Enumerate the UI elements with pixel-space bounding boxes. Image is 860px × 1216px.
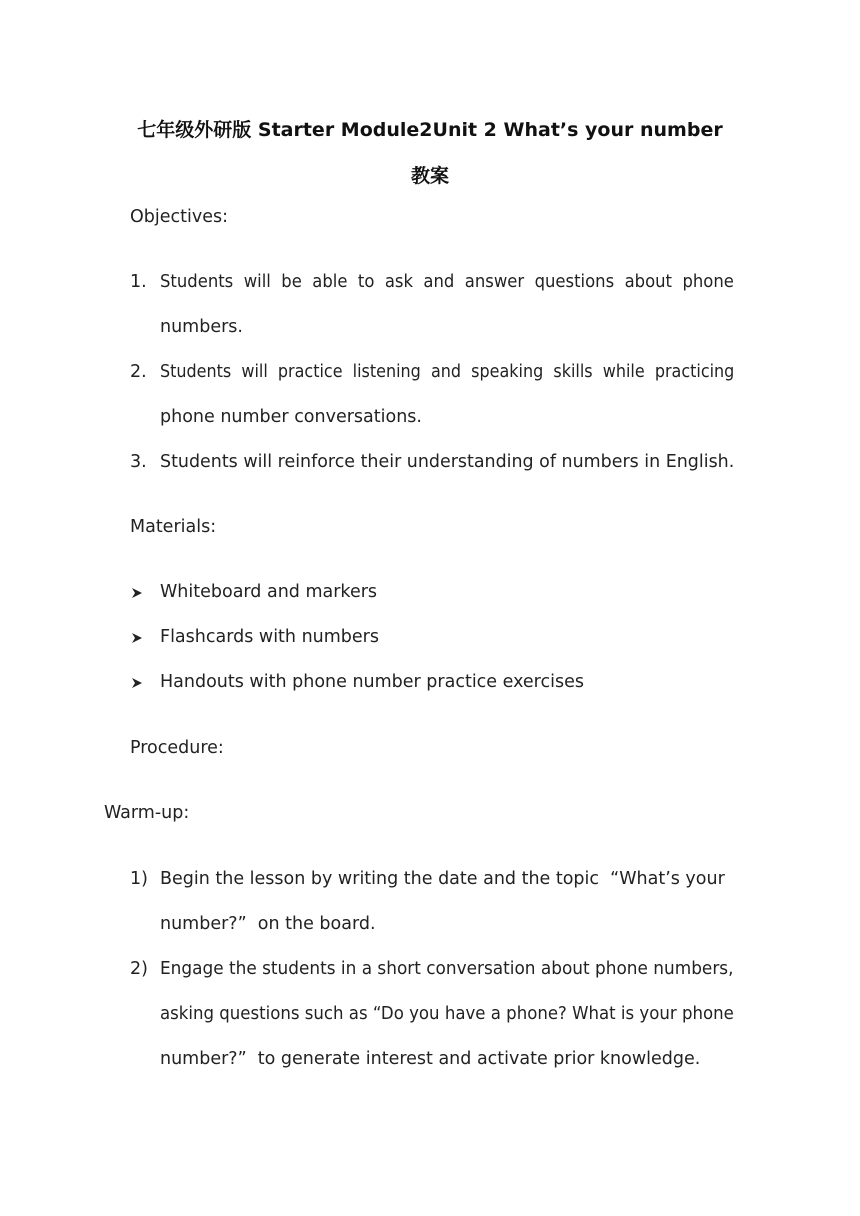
material-item: Flashcards with numbers	[160, 627, 379, 647]
warmup-step-1-number: 1)	[130, 869, 148, 889]
objective-1-number: 1.	[130, 272, 147, 292]
objective-1-line1: Students will be able to ask and answer questions about phone	[160, 272, 734, 292]
warmup-step-2-line1: Engage the students in a short conversation about phone numbers,	[160, 959, 734, 979]
arrow-bullet-icon	[131, 587, 143, 599]
material-item: Handouts with phone number practice exercises	[160, 672, 584, 692]
warmup-heading: Warm-up:	[104, 803, 190, 823]
objective-3-line1: Students will reinforce their understanding of numbers in English.	[160, 452, 735, 472]
warmup-step-2-line3: number?” to generate interest and activate prior knowledge.	[160, 1049, 701, 1069]
warmup-step-1-line1: Begin the lesson by writing the date and the topic “What’s your	[160, 869, 725, 889]
objective-3-number: 3.	[130, 452, 147, 472]
objective-1-line2: numbers.	[160, 317, 243, 337]
warmup-step-1-line2: number?” on the board.	[160, 914, 376, 934]
arrow-bullet-icon	[131, 632, 143, 644]
materials-heading: Materials:	[130, 517, 217, 537]
objectives-heading: Objectives:	[130, 207, 228, 227]
objective-2-line1: Students will practice listening and speaking skills while practicing	[160, 362, 735, 382]
arrow-bullet-icon	[131, 677, 143, 689]
objective-2-line2: phone number conversations.	[160, 407, 422, 427]
warmup-step-2-number: 2)	[130, 959, 148, 979]
procedure-heading: Procedure:	[130, 738, 224, 758]
warmup-step-2-line2: asking questions such as “Do you have a phone? What is your phone	[160, 1004, 734, 1024]
document-title: 七年级外研版 Starter Module2Unit 2 What’s your number	[137, 119, 723, 141]
document-title-continued: 教案	[410, 165, 449, 187]
material-item: Whiteboard and markers	[160, 582, 378, 602]
objective-2-number: 2.	[130, 362, 147, 382]
